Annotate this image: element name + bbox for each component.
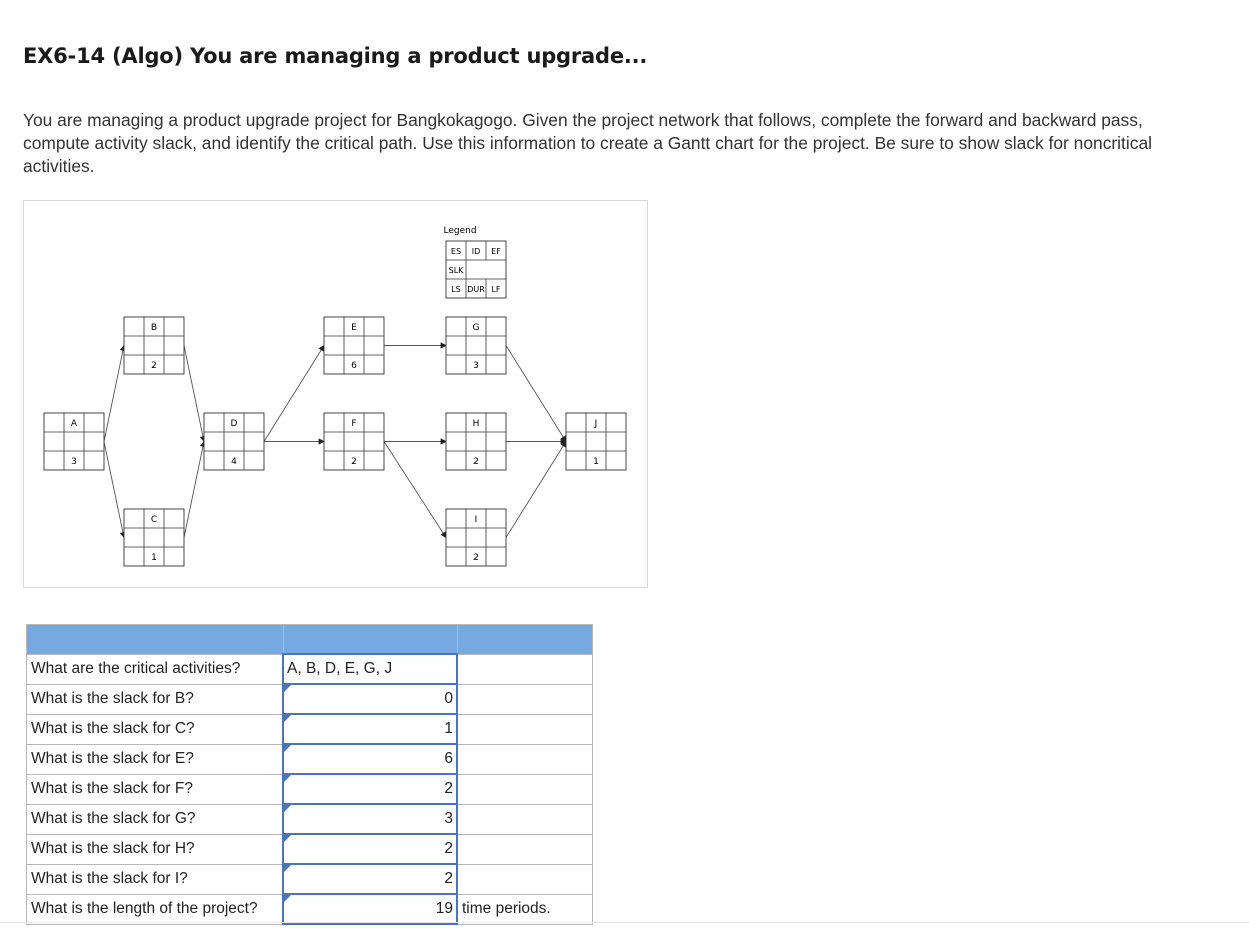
legend-cell-label: DUR [467, 285, 485, 294]
node-id-label: I [474, 515, 478, 525]
node-duration-label: 2 [351, 457, 357, 467]
edge-F-I [384, 442, 446, 538]
unit-label [457, 654, 593, 684]
network-legend [443, 226, 506, 298]
table-row-slack-e [27, 744, 593, 774]
node-id-label: H [472, 419, 480, 429]
table-row-slack-b [27, 684, 593, 714]
activity-node-g [446, 317, 506, 374]
edge-A-B [104, 346, 124, 442]
node-duration-label: 3 [473, 361, 479, 371]
activity-node-b [124, 317, 184, 374]
question-label: What is the slack for C? [27, 714, 284, 744]
activity-node-a [44, 413, 104, 470]
unit-label: time periods. [457, 894, 593, 924]
table-row-slack-c [27, 714, 593, 744]
node-id-label: E [351, 323, 357, 333]
edge-D-E [264, 346, 324, 442]
unit-label [457, 804, 593, 834]
activity-node-d [204, 413, 264, 470]
question-prompt: You are managing a product upgrade project for Bangkokagogo. Given the project network that follows, complete the forward and backward pass, compute activity slack, and identify the critical path. Use this information to create a Gantt chart for the project. Be sure to show slack for noncritical activities. [23, 110, 1152, 176]
question-label: What is the slack for H? [27, 834, 284, 864]
activity-node-h [446, 413, 506, 470]
node-duration-label: 2 [473, 457, 479, 467]
activity-node-e [324, 317, 384, 374]
answer-field-slack-i[interactable]: 2 [283, 864, 457, 894]
question-label: What is the slack for E? [27, 744, 284, 774]
legend-cell-label: LF [491, 285, 501, 294]
node-id-label: A [70, 419, 78, 429]
unit-label [457, 714, 593, 744]
answer-table [26, 624, 593, 925]
legend-cell-label: ID [471, 247, 481, 256]
answer-field-slack-b[interactable]: 0 [283, 684, 457, 714]
question-label: What is the length of the project? [27, 894, 284, 924]
legend-cell-label: LS [451, 285, 461, 294]
table-row-slack-i [27, 864, 593, 894]
node-id-label: G [472, 323, 480, 333]
edge-G-J [506, 346, 566, 442]
legend-cell-label: SLK [448, 266, 464, 275]
answer-field-slack-g[interactable]: 3 [283, 804, 457, 834]
project-network-diagram [24, 201, 647, 587]
node-duration-label: 6 [351, 361, 357, 371]
edge-C-D [184, 442, 204, 538]
edge-I-J [506, 442, 566, 538]
question-label: What is the slack for F? [27, 774, 284, 804]
node-id-label: F [351, 419, 357, 429]
answer-field-project-length[interactable]: 19 [283, 894, 457, 924]
table-row-project-length [27, 894, 593, 924]
project-network-figure [23, 200, 648, 588]
node-duration-label: 2 [473, 553, 479, 563]
question-label: What is the slack for I? [27, 864, 284, 894]
node-id-label: C [150, 515, 158, 525]
unit-label [457, 864, 593, 894]
unit-label [457, 834, 593, 864]
activity-node-i [446, 509, 506, 566]
edge-A-C [104, 442, 124, 538]
answer-field-slack-e[interactable]: 6 [283, 744, 457, 774]
node-duration-label: 1 [593, 457, 599, 467]
table-row-slack-h [27, 834, 593, 864]
node-duration-label: 2 [151, 361, 157, 371]
legend-cell-label: EF [491, 247, 501, 256]
answer-field-slack-c[interactable]: 1 [283, 714, 457, 744]
answer-field-critical-activities[interactable]: A, B, D, E, G, J [283, 654, 457, 684]
unit-label [457, 744, 593, 774]
node-id-label: B [150, 323, 158, 333]
table-row-slack-f [27, 774, 593, 804]
table-row-slack-g [27, 804, 593, 834]
node-duration-label: 1 [151, 553, 157, 563]
edge-B-D [184, 346, 204, 442]
question-label: What is the slack for G? [27, 804, 284, 834]
answer-field-slack-f[interactable]: 2 [283, 774, 457, 804]
activity-node-c [124, 509, 184, 566]
node-duration-label: 4 [231, 457, 237, 467]
legend-cell-label: ES [450, 247, 462, 256]
activity-node-j [566, 413, 626, 470]
activity-node-f [324, 413, 384, 470]
question-label: What is the slack for B? [27, 684, 284, 714]
unit-label [457, 774, 593, 804]
question-title: EX6-14 (Algo) You are managing a product upgrade... [23, 44, 648, 68]
node-duration-label: 3 [71, 457, 77, 467]
question-label: What are the critical activities? [27, 654, 284, 684]
table-header-row [27, 625, 593, 655]
legend-title: Legend [443, 226, 477, 236]
divider [0, 922, 1249, 923]
unit-label [457, 684, 593, 714]
node-id-label: J [594, 419, 598, 429]
answer-field-slack-h[interactable]: 2 [283, 834, 457, 864]
table-row-critical-activities [27, 654, 593, 684]
node-id-label: D [230, 419, 238, 429]
